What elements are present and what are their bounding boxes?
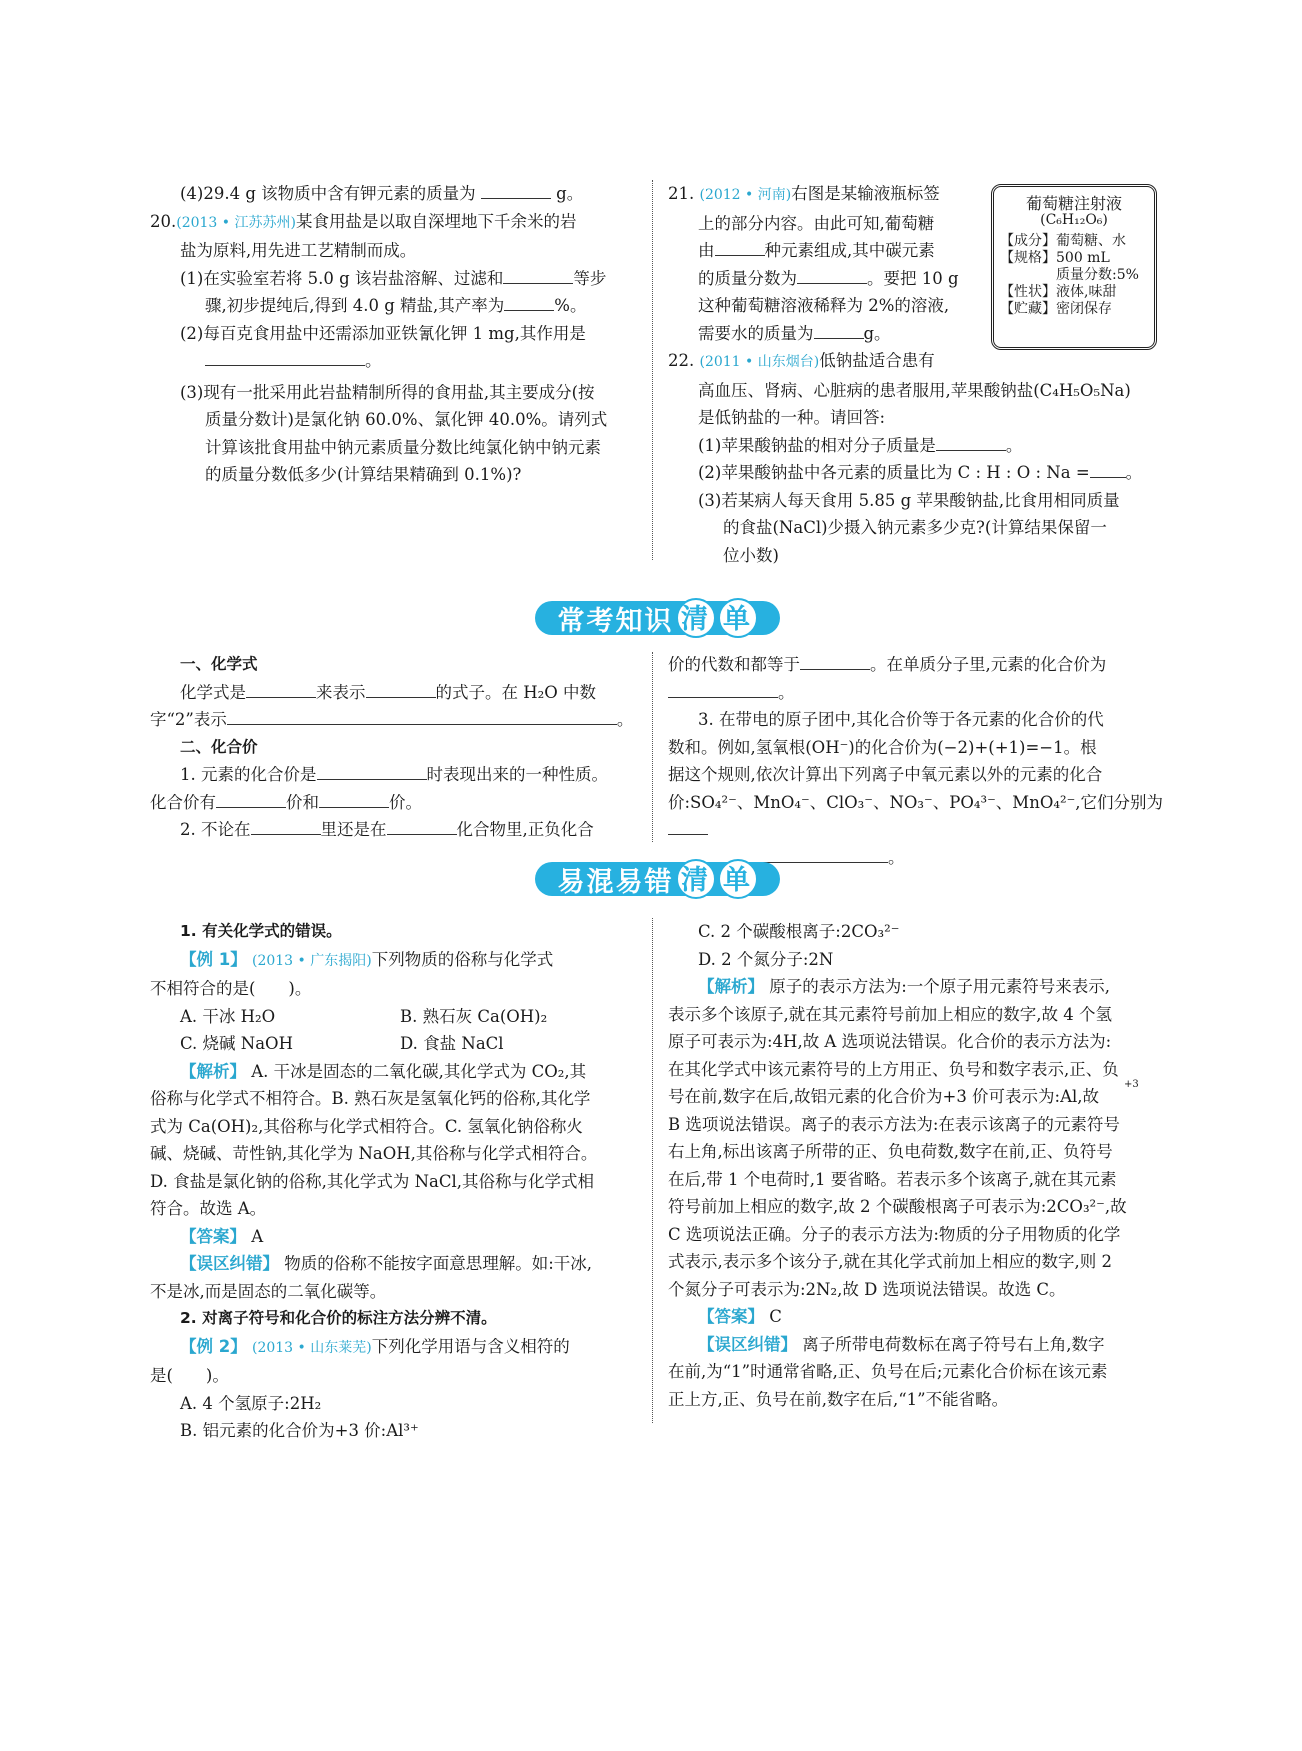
- text: 。在单质分子里,元素的化合价为: [870, 655, 1107, 674]
- sub-question: (3)若某病人每天食用 5.85 g 苹果酸钠盐,比食用相同质量: [698, 490, 1120, 510]
- punct: 。: [365, 351, 382, 370]
- answer-blank[interactable]: [227, 706, 617, 725]
- section-heading: 一、化学式: [180, 655, 258, 673]
- question-stem: 种元素组成,其中碳元素: [764, 241, 935, 260]
- sub-question: 质量分数计)是氯化钠 60.0%、氯化钾 40.0%。请列式: [205, 410, 608, 429]
- sub-question: 的食盐(NaCl)少摄入钠元素多少克?(计算结果保留一: [723, 518, 1107, 537]
- option-a: A. 4 个氢原子:2H₂: [180, 1393, 322, 1413]
- label-formula: (C₆H₁₂O₆): [1040, 212, 1108, 228]
- option-c: C. 2 个碳酸根离子:2CO₃²⁻: [698, 922, 900, 941]
- section-heading: 二、化合价: [180, 737, 258, 756]
- question-stem: 这种葡萄糖溶液稀释为 2%的溶液,: [698, 296, 950, 315]
- errors-right-column: [668, 918, 1168, 1413]
- text: 3. 在带电的原子团中,其化合价等于各元素的化合价的代: [698, 710, 1104, 729]
- banner-circle: 清: [676, 598, 716, 638]
- misconception-text: 离子所带电荷数标在离子符号右上角,数字: [802, 1334, 1105, 1354]
- question-stem: 盐为原料,用先进工艺精制而成。: [180, 241, 417, 260]
- label-row: 质量分数:5%: [1056, 267, 1139, 283]
- analysis-text: 个氮分子可表示为:2N₂,故 D 选项说法错误。故选 C。: [668, 1279, 1066, 1299]
- question-source: (2012 • 河南): [699, 187, 792, 203]
- text: 化学式是: [180, 682, 246, 702]
- question-stem: 下列化学用语与含义相符的: [371, 1336, 570, 1356]
- answer-blank[interactable]: [668, 816, 708, 835]
- q19-4: (4)29.4 g 该物质中含有钾元素的质量为: [180, 184, 476, 203]
- question-stem: 低钠盐适合患有: [819, 351, 935, 370]
- example-tag: 【例 1】: [180, 949, 247, 969]
- option-d: D. 食盐 NaCl: [400, 1034, 504, 1053]
- text: 里还是在: [320, 820, 387, 839]
- punct: 。: [1005, 435, 1023, 455]
- question-stem: 。要把 10 g: [867, 268, 959, 288]
- misconception-text: 不是冰,而是固态的二氧化碳等。: [150, 1281, 387, 1301]
- valence-superscript: +3: [1124, 1079, 1139, 1090]
- column-divider: [652, 918, 653, 1423]
- answer-blank[interactable]: [481, 180, 551, 199]
- option-c: C. 烧碱 NaOH: [180, 1034, 293, 1053]
- text: 1. 元素的化合价是: [180, 765, 317, 784]
- analysis-tag: 【解析】: [180, 1061, 246, 1081]
- option-d: D. 2 个氮分子:2N: [698, 949, 834, 969]
- question-stem: 右图是某输液瓶标签: [791, 184, 940, 203]
- question-stem: 上的部分内容。由此可知,葡萄糖: [698, 213, 935, 233]
- knowledge-right-column: [668, 651, 1168, 871]
- column-divider: [652, 652, 653, 842]
- text: 来表示: [316, 682, 366, 702]
- sub-question: 计算该批食用盐中钠元素质量分数比纯氯化钠中钠元素: [205, 437, 601, 457]
- answer-blank[interactable]: [216, 789, 286, 808]
- analysis-text: 符合。故选 A。: [150, 1199, 267, 1218]
- question-number: 21.: [668, 184, 695, 203]
- answer-blank[interactable]: [317, 761, 427, 780]
- sub-question: (2)苹果酸钠盐中各元素的质量比为 C : H : O : Na =: [698, 463, 1090, 482]
- sub-question: 骤,初步提纯后,得到 4.0 g 精盐,其产率为: [205, 296, 505, 315]
- knowledge-left-column: [150, 651, 650, 844]
- analysis-text: 原子的表示方法为:一个原子用元素符号来表示,: [769, 977, 1111, 996]
- label-row: 【性状】液体,味甜: [1000, 284, 1117, 300]
- answer-blank[interactable]: [251, 816, 321, 835]
- misconception-text: 在前,为“1”时通常省略,正、负号在后;元素化合价标在该元素: [668, 1362, 1108, 1381]
- question-source: (2013 • 广东揭阳): [251, 952, 372, 969]
- analysis-text: A. 干冰是固态的二氧化碳,其化学式为 CO₂,其: [251, 1061, 587, 1081]
- analysis-text: 俗称与化学式不相符合。B. 熟石灰是氢氧化钙的俗称,其化学: [150, 1089, 591, 1108]
- banner-text: 易混易错: [557, 866, 674, 898]
- section-heading: 2. 对离子符号和化合价的标注方法分辨不清。: [180, 1309, 497, 1327]
- section-heading: 1. 有关化学式的错误。: [180, 922, 342, 940]
- answer-blank[interactable]: [205, 347, 365, 366]
- sub-question: 位小数): [723, 545, 779, 565]
- analysis-text: 符号前加上相应的数字,故 2 个碳酸根离子可表示为:2CO₃²⁻,故: [668, 1197, 1127, 1216]
- banner-title: [558, 859, 758, 899]
- answer-blank[interactable]: [246, 679, 316, 698]
- question-stem: 是( )。: [150, 1366, 229, 1385]
- infusion-label: [991, 184, 1157, 350]
- question-number: 20.: [150, 211, 177, 231]
- text: 价和: [286, 792, 319, 812]
- banner-circle: 清: [676, 859, 716, 899]
- sub-question: 等步: [573, 268, 607, 288]
- banner-circle: 单: [718, 598, 758, 638]
- question-source: (2011 • 山东烟台): [699, 354, 820, 370]
- answer-blank[interactable]: [668, 679, 778, 698]
- question-stem: 高血压、肾病、心脏病的患者服用,苹果酸钠盐(C₄H₅O₅Na): [698, 380, 1131, 400]
- question-stem: 某食用盐是以取自深埋地下千余米的岩: [295, 211, 577, 231]
- answer-blank[interactable]: [387, 816, 457, 835]
- label-row: 【成分】葡萄糖、水: [1000, 233, 1126, 249]
- section-banner-knowledge: [535, 595, 780, 641]
- text: 时表现出来的一种性质。: [426, 765, 608, 784]
- text: 数和。例如,氢氧根(OH⁻)的化合价为(−2)+(+1)=−1。根: [668, 737, 1097, 757]
- misconception-tag: 【误区纠错】: [698, 1334, 797, 1354]
- question-stem: 是低钠盐的一种。请回答:: [698, 408, 886, 427]
- analysis-text: D. 食盐是氯化钠的俗称,其化学式为 NaCl,其俗称与化学式相: [150, 1171, 595, 1191]
- column-divider: [652, 180, 653, 560]
- answer-blank[interactable]: [319, 789, 389, 808]
- question-stem: 由: [698, 241, 715, 260]
- question-stem: 不相符合的是( )。: [150, 979, 312, 998]
- banner-title: [558, 598, 758, 638]
- sub-question: 的质量分数低多少(计算结果精确到 0.1%)?: [205, 465, 522, 484]
- misconception-tag: 【误区纠错】: [180, 1254, 279, 1273]
- text: 据这个规则,依次计算出下列离子中氧元素以外的元素的化合: [668, 765, 1103, 784]
- option-a: A. 干冰 H₂O: [180, 1006, 276, 1026]
- answer-blank[interactable]: [366, 679, 436, 698]
- analysis-text: 号在前,数字在后,故铝元素的化合价为+3 价可表示为:Al,故: [668, 1087, 1100, 1106]
- answer-blank[interactable]: [1090, 459, 1126, 478]
- answer-blank[interactable]: [800, 651, 870, 670]
- banner-text: 常考知识: [557, 605, 674, 637]
- punct: 。: [1125, 463, 1143, 482]
- answer-value: C: [769, 1307, 782, 1326]
- errors-left-column: [150, 918, 650, 1445]
- text: 价的代数和都等于: [668, 655, 800, 674]
- text: 价。: [389, 792, 422, 812]
- analysis-text: 在后,带 1 个电荷时,1 要省略。若表示多个该离子,就在其元素: [668, 1169, 1117, 1189]
- question-source: (2013 • 江苏苏州): [176, 214, 296, 231]
- question-stem: g。: [863, 323, 891, 343]
- text: 价:SO₄²⁻、MnO₄⁻、ClO₃⁻、NO₃⁻、PO₄³⁻、MnO₄²⁻,它们分别为: [668, 792, 1164, 812]
- analysis-text: 表示多个该原子,就在其元素符号前加上相应的数字,故 4 个氢: [668, 1004, 1112, 1024]
- answer-blank[interactable]: [715, 237, 765, 256]
- question-stem: 的质量分数为: [698, 268, 797, 288]
- text: 化合物里,正负化合: [456, 820, 594, 839]
- example-tag: 【例 2】: [180, 1336, 247, 1356]
- option-b: B. 熟石灰 Ca(OH)₂: [400, 1006, 548, 1026]
- analysis-text: 右上角,标出该离子所带的正、负电荷数,数字在前,正、负符号: [668, 1142, 1113, 1161]
- analysis-text: 式表示,表示多个该分子,就在其化学式前加上相应的数字,则 2: [668, 1252, 1112, 1271]
- analysis-text: 在其化学式中该元素符号的上方用正、负号和数字表示,正、负: [668, 1059, 1119, 1079]
- banner-circle: 单: [718, 859, 758, 899]
- punct: 。: [616, 710, 634, 729]
- text: 2. 不论在: [180, 820, 251, 839]
- sub-question: (2)每百克食用盐中还需添加亚铁氰化钾 1 mg,其作用是: [180, 323, 586, 343]
- answer-tag: 【答案】: [180, 1226, 246, 1246]
- sub-question: %。: [554, 296, 587, 315]
- analysis-text: 式为 Ca(OH)₂,其俗称与化学式相符合。C. 氢氧化钠俗称火: [150, 1116, 583, 1136]
- misconception-text: 物质的俗称不能按字面意思理解。如:干冰,: [284, 1254, 593, 1273]
- analysis-text: 碱、烧碱、苛性钠,其化学为 NaOH,其俗称与化学式相符合。: [150, 1144, 598, 1163]
- answer-blank[interactable]: [936, 432, 1006, 451]
- label-row: 【规格】500 mL: [1000, 250, 1110, 266]
- answer-blank[interactable]: [504, 292, 554, 311]
- sub-question: (3)现有一批采用此岩盐精制所得的食用盐,其主要成分(按: [180, 382, 595, 402]
- answer-tag: 【答案】: [698, 1307, 764, 1326]
- misconception-text: 正上方,正、负号在前,数字在后,“1”不能省略。: [668, 1389, 1009, 1409]
- text: 字“2”表示: [150, 710, 227, 729]
- label-row: 【贮藏】密闭保存: [1000, 301, 1112, 317]
- analysis-tag: 【解析】: [698, 977, 764, 996]
- sub-question: (1)苹果酸钠盐的相对分子质量是: [698, 435, 936, 455]
- punct: 。: [778, 682, 795, 702]
- answer-value: A: [251, 1226, 264, 1246]
- question-number: 22.: [668, 351, 695, 370]
- unit: g。: [556, 184, 584, 203]
- punct: 。: [888, 847, 905, 867]
- text: 化合价有: [150, 792, 216, 812]
- analysis-text: 原子可表示为:4H,故 A 选项说法错误。化合价的表示方法为:: [668, 1032, 1112, 1051]
- question-source: (2013 • 山东莱芜): [251, 1339, 372, 1356]
- section-banner-errors: [535, 856, 780, 902]
- answer-blank[interactable]: [814, 320, 864, 339]
- label-title: 葡萄糖注射液: [1025, 194, 1122, 213]
- question-stem: 需要水的质量为: [698, 323, 814, 343]
- sub-question: (1)在实验室若将 5.0 g 该岩盐溶解、过滤和: [180, 268, 504, 288]
- option-b: B. 铝元素的化合价为+3 价:Al³⁺: [180, 1421, 419, 1440]
- analysis-text: B 选项说法错误。离子的表示方法为:在表示该离子的元素符号: [668, 1114, 1120, 1134]
- answer-blank[interactable]: [503, 265, 573, 284]
- question-stem: 下列物质的俗称与化学式: [371, 949, 554, 969]
- text: 的式子。在 H₂O 中数: [435, 682, 597, 702]
- answer-blank[interactable]: [797, 265, 867, 284]
- top-left-column: [150, 180, 650, 489]
- analysis-text: C 选项说法正确。分子的表示方法为:物质的分子用物质的化学: [668, 1224, 1121, 1244]
